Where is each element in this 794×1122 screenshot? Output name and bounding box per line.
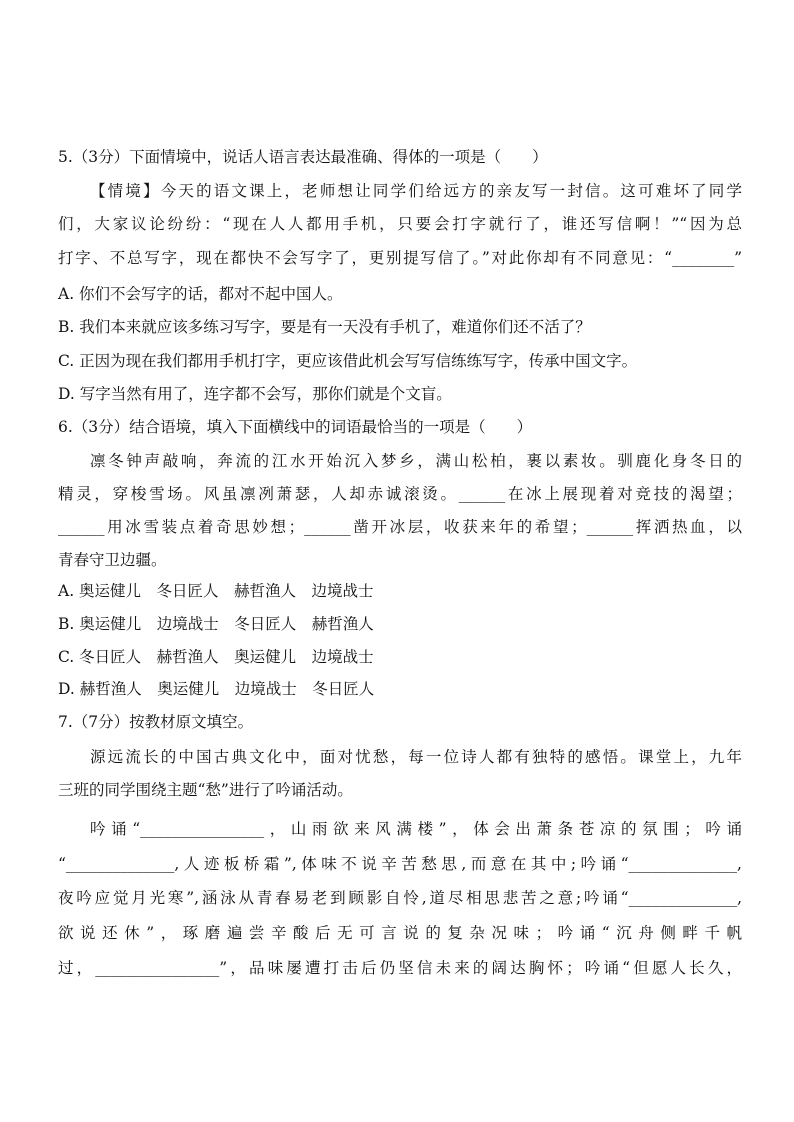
question-5-option-d: D. 写字当然有用了，连字都不会写，那你们就是个文盲。 xyxy=(58,385,452,403)
question-5-option-b: B. 我们本来就应该多练习写字，要是有一天没有手机了，难道你们还不活了？ xyxy=(58,318,591,336)
question-6-passage-line: ______用冰雪装点着奇思妙想；______凿开冰层，收获来年的希望；______挥洒热血，以 xyxy=(58,518,742,536)
question-5-context-line: 们，大家议论纷纷：“现在人人都用手机，只要会打字就行了，谁还写信啊！”“因为总 xyxy=(58,215,742,233)
question-7-stem: 7.（7分）按教材原文填空。 xyxy=(58,713,254,731)
question-7-fill-line: 夜吟应觉月光寒”,涵泳从青春易老到顾影自怜,道尽相思悲苦之意;吟诵“______________, xyxy=(58,889,742,907)
question-7-fill-line: “______________,人迹板桥霜”,体味不说辛苦愁思,而意在其中;吟诵“______________, xyxy=(58,855,742,873)
question-5-option-a: A. 你们不会写字的话，都对不起中国人。 xyxy=(58,285,343,303)
question-6-passage-line: 青春守卫边疆。 xyxy=(58,551,167,569)
question-6-passage-line: 凛冬钟声敲响，奔流的江水开始沉入梦乡，满山松柏，裹以素妆。驯鹿化身冬日的 xyxy=(90,452,742,470)
question-6-passage-line: 精灵，穿梭雪场。风虽凛冽萧瑟，人却赤诚滚烫。______在冰上展现着对竞技的渴望； xyxy=(58,485,742,503)
question-5-context-line: 打字、不总写字，现在都快不会写字了，更别提写信了。”对此你却有不同意见：“________” xyxy=(58,249,742,267)
question-7-intro-line: 三班的同学围绕主题“愁”进行了吟诵活动。 xyxy=(58,781,353,799)
question-5-option-c: C. 正因为现在我们都用手机打字，更应该借此机会写写信练练写字，传承中国文字。 xyxy=(58,352,638,370)
question-5-context-line: 【情境】今天的语文课上，老师想让同学们给远方的亲友写一封信。这可难坏了同学 xyxy=(90,182,742,200)
question-7-intro-line: 源远流长的中国古典文化中，面对忧愁，每一位诗人都有独特的感悟。课堂上，九年 xyxy=(90,748,742,766)
question-7-fill-line: 过，________________”，品味屡遭打击后仍坚信未来的阔达胸怀；吟诵“但愿人长久， xyxy=(58,959,742,977)
question-6-option-d: D. 赫哲渔人 奥运健儿 边境战士 冬日匠人 xyxy=(58,680,375,698)
question-6-option-c: C. 冬日匠人 赫哲渔人 奥运健儿 边境战士 xyxy=(58,648,374,666)
question-6-stem: 6.（3分）结合语境，填入下面横线中的词语最恰当的一项是（ ） xyxy=(58,418,533,436)
question-7-fill-line: 吟诵“________________，山雨欲来风满楼”，体会出萧条苍凉的氛围；吟诵 xyxy=(90,820,742,838)
question-7-fill-line: 欲说还休”，琢磨遍尝辛酸后无可言说的复杂况味；吟诵“沉舟侧畔千帆 xyxy=(58,924,742,942)
question-6-option-b: B. 奥运健儿 边境战士 冬日匠人 赫哲渔人 xyxy=(58,615,374,633)
question-6-option-a: A. 奥运健儿 冬日匠人 赫哲渔人 边境战士 xyxy=(58,582,374,600)
question-5-stem: 5.（3分）下面情境中，说话人语言表达最准确、得体的一项是（ ） xyxy=(58,148,548,166)
